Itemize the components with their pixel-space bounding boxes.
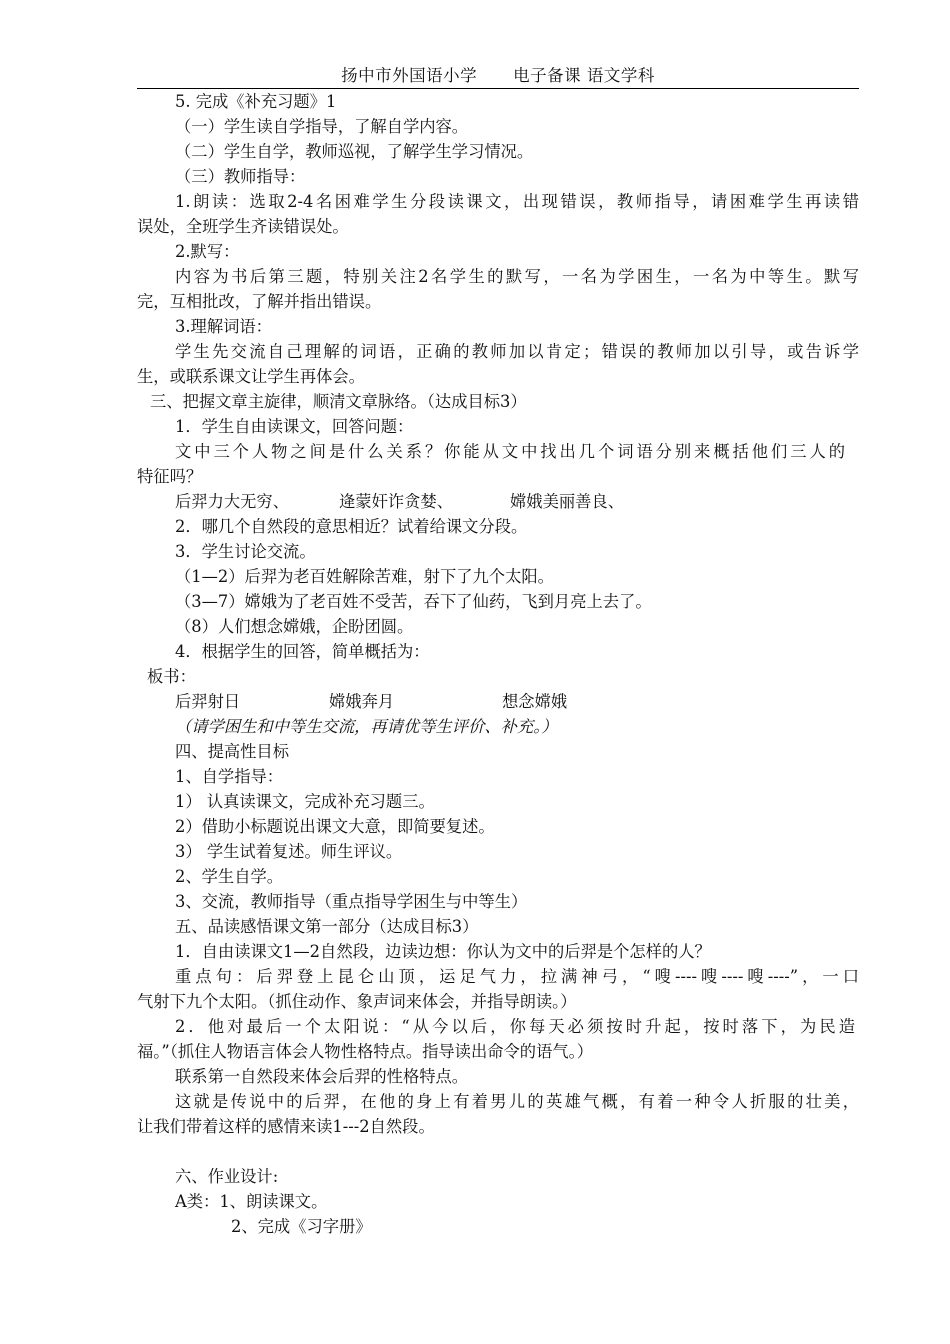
text-line: 后羿射日	[175, 692, 241, 711]
header-school: 扬中市外国语小学	[341, 66, 478, 85]
text-line: 逄蒙奸诈贪婪、	[339, 492, 453, 511]
text-line: 1．学生自由读课文，回答问题：	[175, 417, 414, 436]
text-line: （1—2）后羿为老百姓解除苦难，射下了九个太阳。	[175, 567, 554, 586]
text-line: 让我们带着这样的感情来读1---2自然段。	[137, 1117, 435, 1136]
text-line: 生，或联系课文让学生再体会。	[137, 367, 365, 386]
text-line: 2、完成《习字册》	[231, 1217, 372, 1236]
text-line: 板书：	[147, 667, 196, 686]
text-line: 3、交流，教师指导（重点指导学困生与中等生）	[175, 892, 528, 911]
text-line: 4．根据学生的回答，简单概括为：	[175, 642, 430, 661]
text-line: 1.朗读：选取2-4名困难学生分段读课文，出现错误，教师指导，请困难学生再读错	[175, 192, 859, 211]
text-line: 2．哪几个自然段的意思相近？试着给课文分段。	[175, 517, 528, 536]
text-line: 2．他对最后一个太阳说：“从今以后，你每天必须按时升起，按时落下，为民造	[175, 1017, 855, 1036]
text-line: 四、提高性目标	[175, 742, 289, 761]
text-line: A类：1、朗读课文。	[175, 1192, 328, 1211]
text-line: 嫦娥美丽善良、	[510, 492, 624, 511]
text-line: 重点句：后羿登上昆仑山顶，运足气力，拉满神弓，“嗖----嗖----嗖----”，一口	[175, 967, 859, 986]
text-line: 这就是传说中的后羿，在他的身上有着男儿的英雄气概，有着一种令人折服的壮美，	[175, 1092, 859, 1111]
text-line: 内容为书后第三题，特别关注2名学生的默写，一名为学困生，一名为中等生。默写	[175, 267, 859, 286]
text-line: 2.默写：	[175, 242, 240, 261]
text-line: 特征吗？	[137, 467, 203, 486]
text-line: （8）人们想念嫦娥，企盼团圆。	[175, 617, 414, 636]
text-line: 三、把握文章主旋律，顺清文章脉络。（达成目标3）	[150, 392, 527, 411]
text-line: 学生先交流自己理解的词语，正确的教师加以肯定；错误的教师加以引导，或告诉学	[175, 342, 859, 361]
text-line: 5. 完成《补充习题》1	[175, 92, 337, 111]
text-line: 3） 学生试着复述。师生评议。	[175, 842, 403, 861]
text-line: 嫦娥奔月	[329, 692, 395, 711]
text-line: 后羿力大无穷、	[175, 492, 289, 511]
text-line: 1、自学指导：	[175, 767, 284, 786]
page-header	[137, 62, 859, 89]
text-line: （请学困生和中等生交流，再请优等生评价、补充。）	[175, 717, 558, 736]
text-line: 气射下九个太阳。（抓住动作、象声词来体会，并指导朗读。）	[137, 992, 577, 1011]
text-line: 3．学生讨论交流。	[175, 542, 316, 561]
text-line: （3—7）嫦娥为了老百姓不受苦，吞下了仙药，飞到月亮上去了。	[175, 592, 652, 611]
text-line: 完，互相批改，了解并指出错误。	[137, 292, 382, 311]
text-line: 想念嫦娥	[502, 692, 568, 711]
text-line: 文中三个人物之间是什么关系？你能从文中找出几个词语分别来概括他们三人的	[175, 442, 845, 461]
text-line: 2）借助小标题说出课文大意，即简要复述。	[175, 817, 495, 836]
text-line: 3.理解词语：	[175, 317, 272, 336]
text-line: （二）学生自学，教师巡视，了解学生学习情况。	[175, 142, 534, 161]
text-line: 2、学生自学。	[175, 867, 284, 886]
text-line: 1） 认真读课文，完成补充习题三。	[175, 792, 435, 811]
text-line: 福。”（抓住人物语言体会人物性格特点。指导读出命令的语气。）	[137, 1042, 594, 1061]
text-line: 1．自由读课文1—2自然段，边读边想：你认为文中的后羿是个怎样的人？	[175, 942, 711, 961]
text-line: 五、品读感悟课文第一部分（达成目标3）	[175, 917, 479, 936]
text-line: （三）教师指导：	[175, 167, 306, 186]
text-line: （一）学生读自学指导，了解自学内容。	[175, 117, 469, 136]
text-line: 误处，全班学生齐读错误处。	[137, 217, 349, 236]
text-line: 联系第一自然段来体会后羿的性格特点。	[175, 1067, 469, 1086]
text-line: 六、作业设计:	[175, 1167, 279, 1186]
header-title: 电子备课 语文学科	[513, 66, 655, 85]
